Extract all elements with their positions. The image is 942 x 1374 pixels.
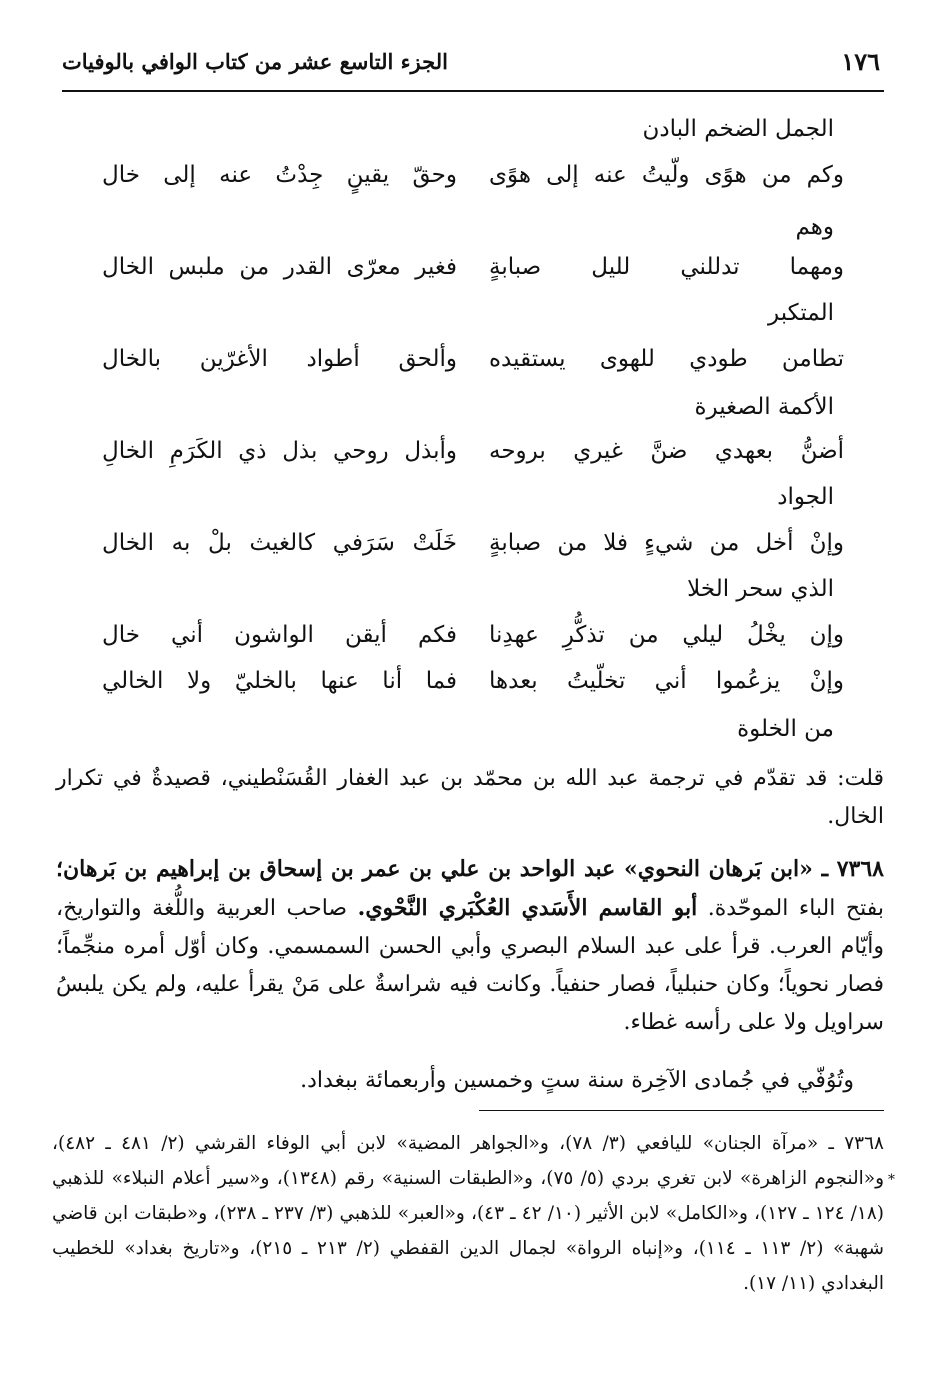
page-number: ١٧٦	[841, 47, 880, 76]
footnote-rule	[479, 1110, 884, 1111]
poem-gloss-6: الذي سحر الخلا	[687, 576, 834, 602]
poem-line-3-second-hemistich: فغير معرّى القدر من ملبس الخال	[102, 254, 457, 280]
poem-line-4-second-hemistich: وألحق أطواد الأغرّين بالخال	[102, 346, 457, 372]
author-note: قلت: قد تقدّم في ترجمة عبد الله بن محمّد بن عبد الغفار القُسَنْطيني، قصيدةٌ في تكرار الخال.	[56, 766, 884, 829]
poem-line-6-second-hemistich: خَلَتْ سَرَفي كالغيث بلْ به الخال	[102, 530, 457, 556]
entry-text-2: صاحب العربية واللُّغة والتواريخ، وأيّام العرب. قرأ على عبد السلام البصري وأبي الحسن السمسمي. وكان أوّل أمره منجِّماً؛ فصار نحوياً؛ وكان حنبلياً، فصار حنفياً. وكانت فيه شراسةٌ على مَنْ يقرأ عليه، ولم يكن يلبسُ سراويل ولا على رأسه غطاء.	[56, 896, 884, 1035]
poem-line-5-first-hemistich: أضنُّ بعهدي ضنَّ غيري بروحه	[489, 438, 844, 464]
poem-gloss-8: من الخلوة	[737, 716, 834, 742]
header-rule	[62, 90, 884, 92]
biography-entry-7368	[56, 850, 884, 1042]
poem-gloss-3: المتكبر	[768, 300, 834, 326]
entry-text-1: بفتح الباء الموحّدة.	[697, 896, 885, 921]
poem-line-6-first-hemistich: وإنْ أخل من شيءٍ فلا من صبابةٍ	[489, 530, 844, 556]
poem-gloss-4: الأكمة الصغيرة	[694, 394, 834, 420]
poem-line-7-second-hemistich: فكم أيقن الواشون أني خال	[102, 622, 457, 648]
footnote-marker: *	[888, 1172, 895, 1188]
poem-gloss-2: وهم	[795, 214, 834, 240]
footnote-sources: ٧٣٦٨ ـ «مرآة الجنان» لليافعي (٣/ ٧٨)، و«الجواهر المضية» لابن أبي الوفاء القرشي (٢/ ٤٨١ ـ ٤٨٢)، و«النجوم الزاهرة» لابن تغري بردي (٥/ ٧٥)، و«الطبقات السنية» رقم (١٣٤٨)، و«سير أعلام النبلاء» للذهبي (١٨/ ١٢٤ ـ ١٢٧)، و«الكامل» لابن الأثير (١٠/ ٤٢ ـ ٤٣)، و«العبر» للذهبي (٣/ ٢٣٧ ـ ٢٣٨)، و«طبقات ابن قاضي شهبة» (٢/ ١١٣ ـ ١١٤)، و«إنباه الرواة» لجمال الدين القفطي (٢/ ٢١٣ ـ ٢١٥)، و«تاريخ بغداد» للخطيب البغدادي (١١/ ١٧).	[52, 1133, 885, 1294]
poem-line-5-second-hemistich: وأبذل روحي بذل ذي الكَرَمِ الخالِ	[102, 438, 457, 464]
poem-gloss-1: الجمل الضخم البادن	[642, 116, 834, 142]
entry-heading: ٧٣٦٨ ـ «ابن بَرهان النحوي» عبد الواحد بن علي بن عمر بن إسحاق بن إبراهيم بن بَرهان؛	[56, 856, 884, 882]
poem-line-8-second-hemistich: فما أنا عنها بالخليّ ولا الخالي	[102, 668, 457, 694]
poem-gloss-5: الجواد	[777, 484, 834, 510]
poem-line-8-first-hemistich: وإنْ يزعُموا أني تخلّيتُ بعدها	[489, 668, 844, 694]
entry-kunya: أبو القاسم الأَسَدي العُكْبَري النَّحْوي.	[357, 895, 698, 921]
running-title: الجزء التاسع عشر من كتاب الوافي بالوفيات	[62, 49, 448, 74]
poem-line-2-first-hemistich: وكم من هوًى ولّيتُ عنه إلى هوًى	[489, 162, 844, 188]
poem-line-3-first-hemistich: ومهما تدللني لليل صبابةٍ	[489, 254, 844, 280]
poem-line-7-first-hemistich: وإن يخْلُ ليلي من تذكُّرِ عهدِنا	[489, 622, 844, 648]
page-header	[62, 45, 880, 85]
entry-death-line: وتُوُفّي في جُمادى الآخِرة سنة ستٍ وخمسين وأربعمائة ببغداد.	[300, 1068, 854, 1093]
poem-line-2-second-hemistich: وحقّ يقينٍ جِدْتُ عنه إلى خال	[102, 162, 457, 188]
poem-line-4-first-hemistich: تطامن طودي للهوى يستقيده	[489, 346, 844, 372]
